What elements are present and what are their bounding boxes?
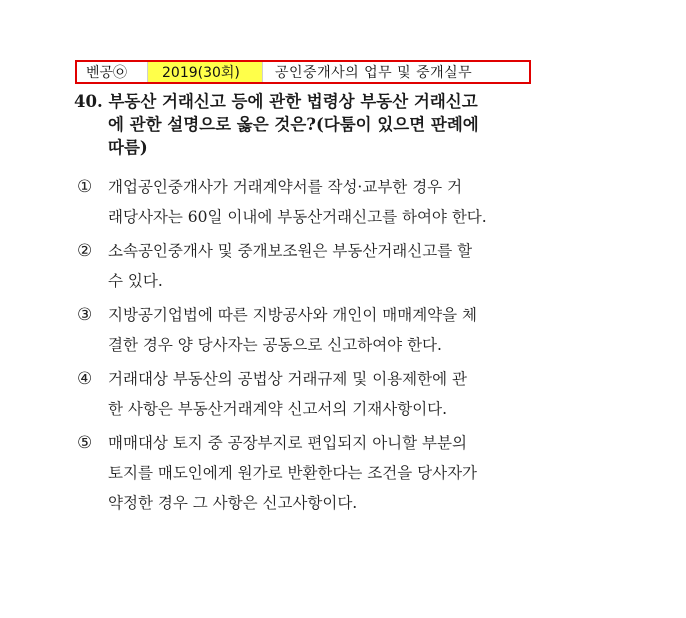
answer-options xyxy=(74,172,594,522)
option-text: 결한 경우 양 당사자는 공동으로 신고하여야 한다. xyxy=(108,336,442,354)
option-text: 래당사자는 60일 이내에 부동산거래신고를 하여야 한다. xyxy=(108,208,487,226)
option-text: 매매대상 토지 중 공장부지로 편입되지 아니할 부분의 xyxy=(108,434,467,452)
option-text: 토지를 매도인에게 원가로 반환한다는 조건을 당사자가 xyxy=(108,464,478,482)
question-title xyxy=(74,90,594,159)
option-number: ② xyxy=(77,241,93,261)
option-text: 약정한 경우 그 사항은 신고사항이다. xyxy=(108,494,358,512)
exam-subject: 공인중개사의 업무 및 중개실무 xyxy=(275,65,473,81)
option-text: 거래대상 부동산의 공법상 거래규제 및 이용제한에 관 xyxy=(108,370,467,388)
option-1[interactable] xyxy=(74,172,594,232)
question-line: 40. 부동산 거래신고 등에 관한 법령상 부동산 거래신고 xyxy=(74,92,478,111)
option-number: ③ xyxy=(77,305,93,325)
option-number: ④ xyxy=(77,369,93,389)
option-text: 개업공인중개사가 거래계약서를 작성·교부한 경우 거 xyxy=(108,178,463,196)
question-line: 에 관한 설명으로 옳은 것은?(다툼이 있으면 판례에 xyxy=(108,115,479,134)
option-text: 지방공기업법에 따른 지방공사와 개인이 매매계약을 체 xyxy=(108,306,478,324)
option-3[interactable] xyxy=(74,300,594,360)
option-number: ⑤ xyxy=(77,433,93,453)
option-5[interactable] xyxy=(74,428,594,518)
exam-header xyxy=(75,60,531,84)
option-text: 수 있다. xyxy=(108,272,163,290)
question-line: 따름) xyxy=(108,138,148,157)
option-text: 소속공인중개사 및 중개보조원은 부동산거래신고를 할 xyxy=(108,242,473,260)
option-4[interactable] xyxy=(74,364,594,424)
option-2[interactable] xyxy=(74,236,594,296)
option-number: ① xyxy=(77,177,93,197)
option-text: 한 사항은 부동산거래계약 신고서의 기재사항이다. xyxy=(108,400,448,418)
exam-year-round: 2019(30회) xyxy=(147,62,263,82)
exam-category: 벤공㉧ xyxy=(86,65,128,81)
